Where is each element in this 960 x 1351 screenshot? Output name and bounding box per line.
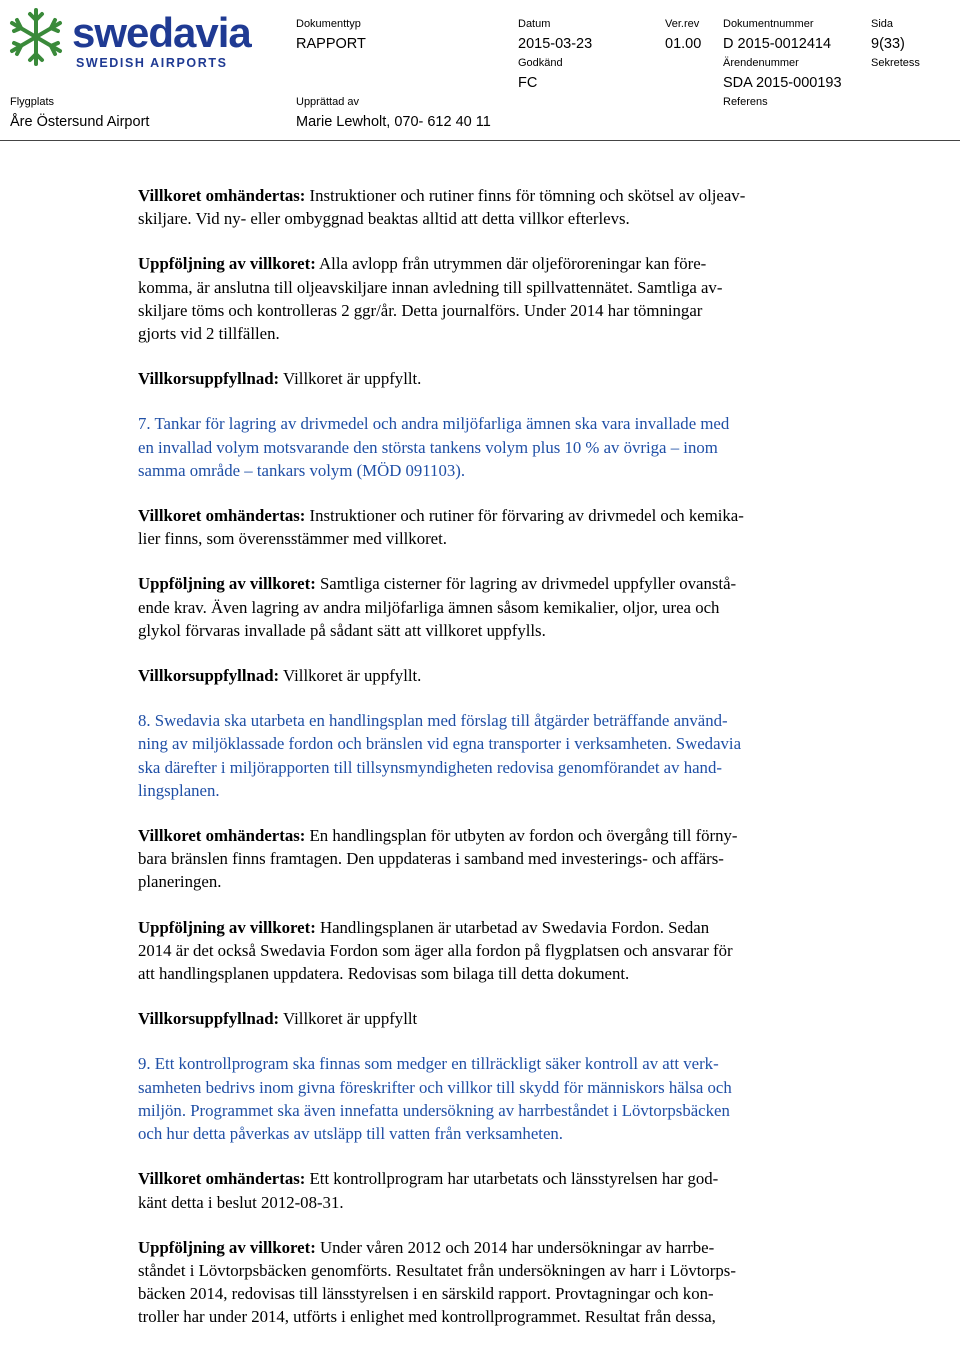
condition-7: 7. Tankar för lagring av drivmedel och andra miljöfarliga ämnen ska vara invallade med en invallad volym motsvarande den största tankens volym plus 10 % av övriga – inom samma område – tankars volym (MÖD 091103). — [138, 414, 730, 480]
document-body — [138, 184, 838, 1351]
label-handled: Villkoret omhändertas: — [138, 826, 306, 846]
document-header — [0, 0, 960, 145]
page-label: Sida — [871, 18, 894, 30]
date-value: 2015-03-23 — [518, 36, 593, 52]
label-handled: Villkoret omhändertas: — [138, 186, 306, 205]
doc-type-label: Dokumenttyp — [296, 18, 361, 30]
paragraph-handled: Villkoret omhändertas: Ett kontrollprogram har utarbetats och länsstyrelsen har god- känt detta i beslut 2012-08-31. — [138, 1169, 719, 1212]
header-divider — [0, 140, 960, 141]
condition-8: 8. Swedavia ska utarbeta en handlingsplan med förslag till åtgärder beträffande använd- ning av miljöklassade fordon och bränslen vid egna transporter i verksamheten. Swedavia ska därefter i miljörapporten till tillsynsmyndigheten redovisa genomförandet av hand- lingsplanen. — [138, 711, 742, 800]
label-fulfilled: Villkorsuppfyllnad: — [138, 666, 280, 686]
case-number-label: Ärendenummer — [723, 57, 799, 69]
label-followup: Uppföljning av villkoret: — [138, 1237, 316, 1257]
case-number-value: SDA 2015-000193 — [723, 75, 842, 91]
paragraph-fulfilled: Villkorsuppfyllnad: Villkoret är uppfyllt. — [138, 369, 422, 389]
condition-9: 9. Ett kontrollprogram ska finnas som medger en tillräckligt säker kontroll av att verk- samheten bedrivs inom givna föreskrifter och villkor till skydd för människors hälsa och miljön. Programmet ska även innefatta undersökning av harrbeståndet i Lövtorpsbäcken och hur detta påverkas av utsläpp till vatten från verksamheten. — [138, 1054, 732, 1144]
label-followup: Uppföljning av villkoret: — [138, 574, 316, 594]
version-label: Ver.rev — [665, 18, 700, 30]
label-handled: Villkoret omhändertas: — [138, 506, 306, 526]
paragraph-fulfilled: Villkorsuppfyllnad: Villkoret är uppfyllt. — [138, 666, 422, 686]
label-fulfilled: Villkorsuppfyllnad: — [138, 369, 280, 389]
doc-number-value: D 2015-0012414 — [723, 36, 832, 52]
paragraph-handled: Villkoret omhändertas: En handlingsplan för utbyten av fordon och övergång till förny- bara bränslen finns framtagen. Den uppdateras i samband med investerings- och affärs- planeringen. — [138, 826, 738, 892]
page-value: 9(33) — [871, 36, 905, 52]
approved-label: Godkänd — [518, 57, 563, 69]
version-value: 01.00 — [665, 36, 702, 52]
paragraph-handled: Villkoret omhändertas: Instruktioner och rutiner för förvaring av drivmedel och kemika- lier finns, som överensstämmer med villkoret. — [138, 506, 744, 549]
paragraph-followup: Uppföljning av villkoret: Handlingsplanen är utarbetad av Swedavia Fordon. Sedan 2014 är det också Swedavia Fordon som äger alla fordon på flygplatsen och ansvarar för att handlingsplanen uppdatera. Redovisas som bilaga till detta dokument. — [138, 917, 733, 984]
airport-label: Flygplats — [10, 96, 55, 108]
doc-number-label: Dokumentnummer — [723, 18, 814, 30]
reference-label: Referens — [723, 96, 768, 108]
logo-subtitle: SWEDISH AIRPORTS — [76, 56, 228, 70]
paragraph-followup: Uppföljning av villkoret: Alla avlopp från utrymmen där oljeföroreningar kan före- komma, är anslutna till oljeavskiljare innan avledning till spillvattennätet. Samtliga av- skiljare töms och kontrolleras 2 ggr/år. Detta journalförs. Under 2014 har tömningar gjorts vid 2 tillfällen. — [138, 254, 723, 344]
label-followup: Uppföljning av villkoret: — [138, 254, 316, 274]
doc-type-value: RAPPORT — [296, 36, 366, 52]
airport-value: Åre Östersund Airport — [10, 114, 150, 130]
author-value: Marie Lewholt, 070- 612 40 11 — [296, 114, 491, 130]
logo-wordmark: swedavia — [72, 9, 251, 56]
paragraph-fulfilled: Villkorsuppfyllnad: Villkoret är uppfyllt — [138, 1009, 418, 1029]
label-handled: Villkoret omhändertas: — [138, 1169, 306, 1189]
snowflake-icon — [4, 4, 68, 70]
swedavia-logo — [4, 4, 274, 74]
author-label: Upprättad av — [296, 96, 359, 108]
paragraph-followup: Uppföljning av villkoret: Samtliga cisterner för lagring av drivmedel uppfyller ovanstå- ende krav. Även lagring av andra miljöfarliga ämnen såsom kemikalier, oljor, urea och glykol förvaras invallade på sådant sätt att villkoret uppfylls. — [138, 574, 737, 640]
approved-value: FC — [518, 75, 538, 91]
date-label: Datum — [518, 18, 551, 30]
paragraph-followup: Uppföljning av villkoret: Under våren 2012 och 2014 har undersökningar av harrbe- ståndet i Lövtorpsbäcken genomförts. Resultatet från undersökningen av harr i Lövtorps- bäcken 2014, redovisas till länsstyrelsen i en särskild rapport. Provtagningar och kon- troller har under 2014, utförts i enlighet med kontrollprogrammet. Resultat från dessa, — [138, 1237, 736, 1327]
secrecy-label: Sekretess — [871, 57, 920, 69]
paragraph-handled: Villkoret omhändertas: Instruktioner och rutiner finns för tömning och skötsel av oljeav- skiljare. Vid ny- eller ombyggnad beaktas alltid att detta villkor efterlevs. — [138, 186, 746, 229]
label-followup: Uppföljning av villkoret: — [138, 917, 316, 937]
label-fulfilled: Villkorsuppfyllnad: — [138, 1009, 280, 1029]
